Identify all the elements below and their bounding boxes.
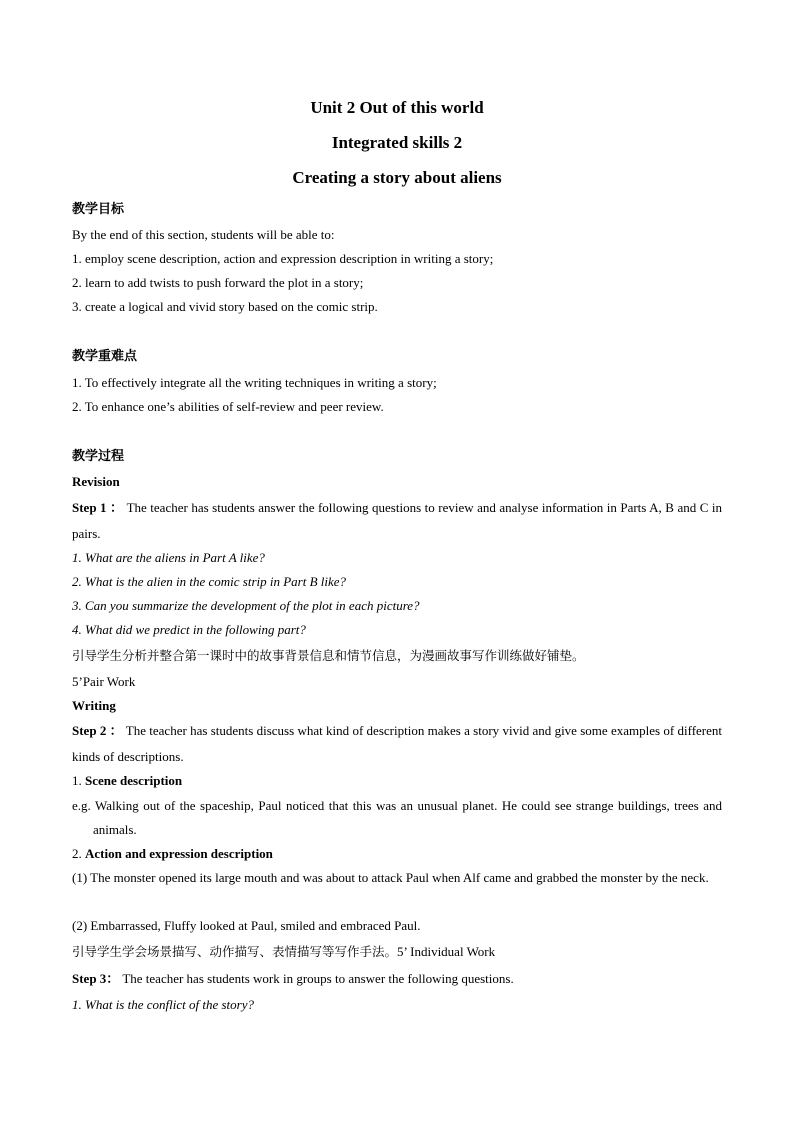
objectives-heading: 教学目标 — [72, 202, 125, 217]
revision-label: Revision — [72, 474, 120, 489]
action-description-title: Action and expression description — [85, 846, 273, 861]
revision-purpose-note: 引导学生分析并整合第一课时中的故事背景信息和情节信息，为漫画故事写作训练做好铺垫。 — [72, 648, 585, 663]
step-3-paragraph — [72, 970, 514, 988]
step-3-text: The teacher has students work in groups to answer the following questions. — [122, 971, 514, 986]
objective-item-1: 1. employ scene description, action and expression description in writing a story; — [72, 251, 494, 266]
writing-purpose-line — [72, 943, 495, 961]
step-2-text: The teacher has students discuss what kind of description makes a story vivid and give some examples of different kinds of descriptions. — [72, 723, 723, 764]
revision-question-1: 1. What are the aliens in Part A like? — [72, 550, 265, 565]
step-1-text: The teacher has students answer the following questions to review and analyse information in Parts A, B and C in pairs. — [72, 500, 723, 541]
key-points-heading: 教学重难点 — [72, 349, 138, 364]
step-1-label: Step 1 ： — [72, 500, 124, 515]
step-2-label: Step 2 ： — [72, 723, 123, 738]
key-point-item-1: 1. To effectively integrate all the writing techniques in writing a story; — [72, 375, 437, 390]
objectives-intro: By the end of this section, students will be able to: — [72, 227, 335, 242]
action-description-item — [72, 845, 273, 863]
writing-purpose-note: 引导学生学会场景描写、动作描写、表情描写等写作手法。 — [72, 944, 398, 959]
topic-title: Creating a story about aliens — [292, 168, 502, 187]
group-question-1: 1. What is the conflict of the story? — [72, 997, 254, 1012]
revision-question-4: 4. What did we predict in the following part? — [72, 622, 306, 637]
key-point-item-2: 2. To enhance one’s abilities of self-review and peer review. — [72, 399, 384, 414]
objective-item-2: 2. learn to add twists to push forward the plot in a story; — [72, 275, 364, 290]
revision-question-2: 2. What is the alien in the comic strip in Part B like? — [72, 574, 347, 589]
scene-description-title: Scene description — [85, 773, 183, 788]
scene-description-number: 1. — [72, 773, 85, 788]
step-1-paragraph — [72, 495, 722, 547]
revision-work-mode: 5’Pair Work — [72, 674, 136, 689]
step-3-label: Step 3： — [72, 971, 120, 986]
lesson-title: Integrated skills 2 — [331, 133, 463, 152]
action-example-2: (2) Embarrassed, Fluffy looked at Paul, smiled and embraced Paul. — [72, 918, 421, 933]
step-2-paragraph — [72, 718, 722, 770]
objective-item-3: 3. create a logical and vivid story based on the comic strip. — [72, 299, 378, 314]
scene-description-example: e.g. Walking out of the spaceship, Paul noticed that this was an unusual planet. He could see strange buildings, trees and animals. — [72, 798, 722, 837]
action-example-1: (1) The monster opened its large mouth and was about to attack Paul when Alf came and grabbed the monster by the neck. — [72, 870, 709, 885]
process-heading: 教学过程 — [72, 449, 125, 464]
scene-description-item — [72, 772, 182, 790]
writing-label: Writing — [72, 698, 116, 713]
writing-work-mode: 5’ Individual Work — [397, 944, 496, 959]
action-description-number: 2. — [72, 846, 85, 861]
unit-title: Unit 2 Out of this world — [310, 98, 484, 117]
revision-question-3: 3. Can you summarize the development of the plot in each picture? — [72, 598, 420, 613]
